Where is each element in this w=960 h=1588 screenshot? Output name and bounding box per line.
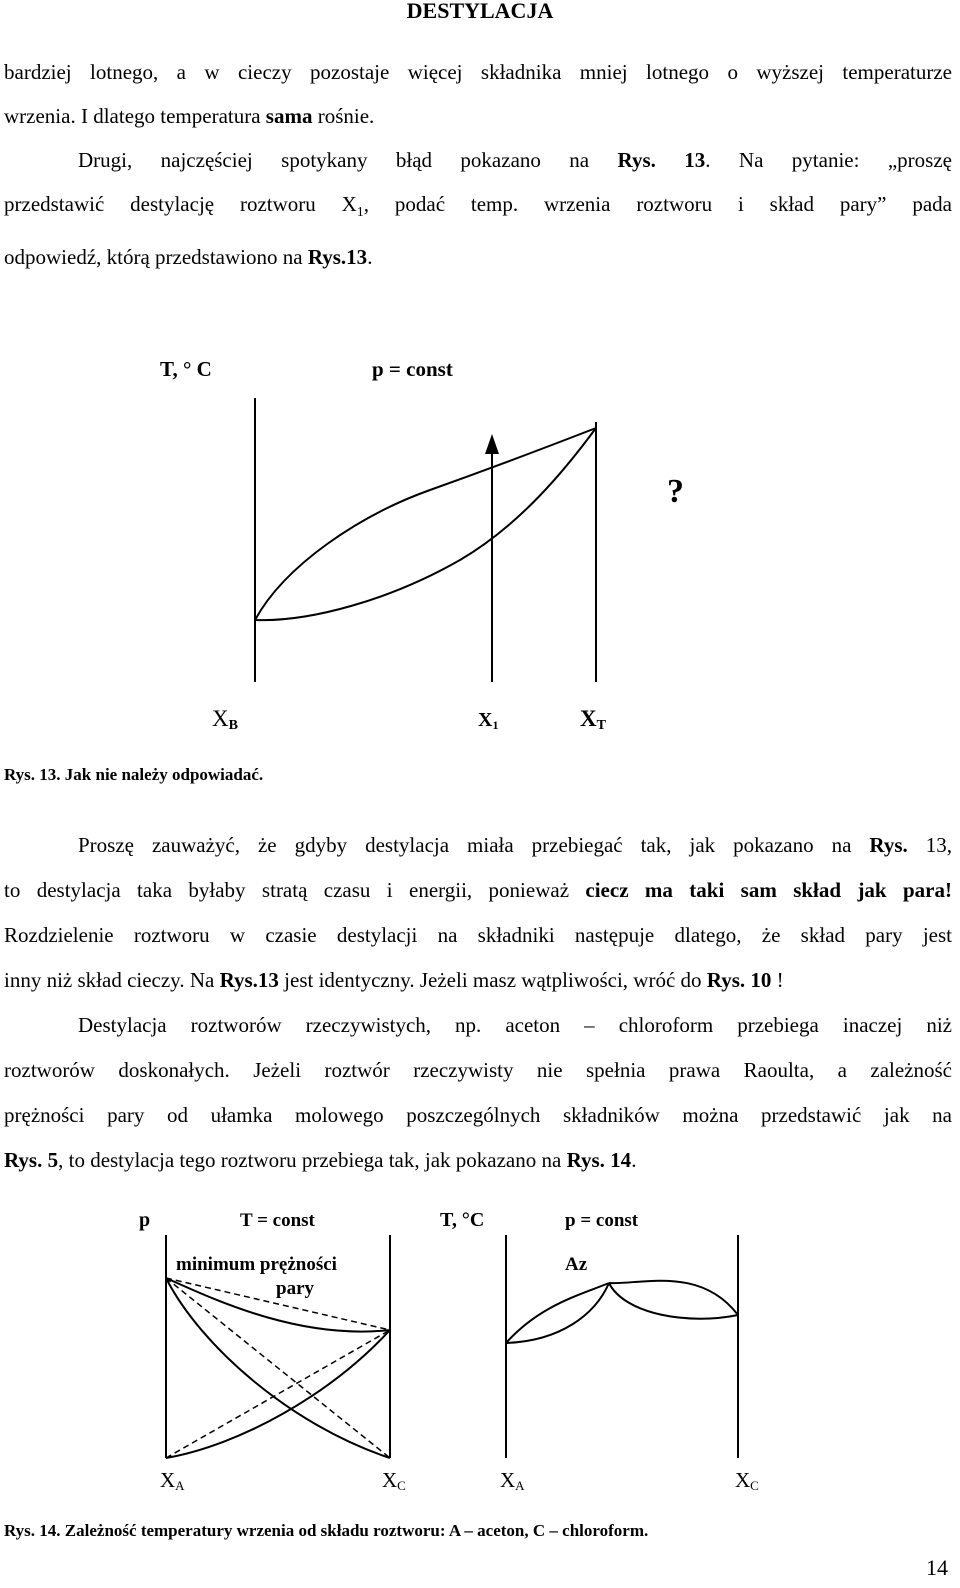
x1-label: X1 (478, 709, 499, 732)
xc-label-left: XC (382, 1468, 406, 1493)
liquid-curve (255, 428, 596, 620)
paragraph-line: inny niż skład cieczy. Na Rys.13 jest identyczny. Jeżeli masz wątpliwości, wróć do Rys. 10 ! (4, 968, 784, 992)
page-number: 14 (926, 1555, 948, 1580)
xb-label: XB (212, 706, 238, 733)
paragraph-intro (4, 50, 952, 279)
azeotrope-label: Az (565, 1254, 588, 1275)
left-condition-label: T = const (240, 1210, 315, 1231)
figure-caption-rys-14: Rys. 14. Zależność temperatury wrzenia od składu roztworu: A – aceton, C – chloroform. (4, 1521, 649, 1540)
paragraph-line: Rozdzielenie roztworu w czasie destylacji na składniki następuje dlatego, że skład pary jest (4, 923, 952, 947)
figure-caption-rys-13: Rys. 13. Jak nie należy odpowiadać. (4, 765, 264, 784)
right-vapor-curve (609, 1281, 738, 1315)
ideal-partial-pressure-a-line (166, 1278, 390, 1458)
paragraph-line: bardziej lotnego, a w cieczy pozostaje więcej składnika mniej lotnego o wyższej temperaturze (4, 60, 952, 84)
paragraph-line: Destylacja roztworów rzeczywistych, np. aceton – chloroform przebiega inaczej niż (78, 1013, 952, 1037)
min-pressure-label-line2: pary (276, 1278, 314, 1299)
right-y-axis-label: T, °C (440, 1209, 485, 1231)
condition-label: p = const (372, 357, 453, 381)
arrow-up-icon (485, 434, 499, 454)
figure-rys-14 (0, 1195, 960, 1540)
real-partial-pressure-c-curve (166, 1330, 390, 1458)
paragraph-line: to destylacja taka byłaby stratą czasu i energii, ponieważ ciecz ma taki sam skład jak para! (4, 878, 952, 902)
vapor-curve (255, 428, 596, 620)
paragraph-discussion (4, 823, 952, 1183)
diagram-rys-13 (0, 330, 960, 810)
page-header-title: DESTYLACJA (406, 0, 554, 23)
xa-label-right: XA (500, 1468, 525, 1493)
paragraph-line: Proszę zauważyć, że gdyby destylacja miała przebiegać tak, jak pokazano na Rys. 13, (78, 833, 953, 857)
left-liquid-curve (506, 1283, 609, 1343)
right-liquid-curve (609, 1283, 738, 1319)
paragraph-line: Rys. 5, to destylacja tego roztworu przebiega tak, jak pokazano na Rys. 14. (4, 1148, 637, 1172)
ideal-partial-pressure-c-line (166, 1330, 390, 1458)
paragraph-line: Drugi, najczęściej spotykany błąd pokazano na Rys. 13. Na pytanie: „proszę (78, 148, 952, 172)
left-vapor-curve (506, 1283, 609, 1343)
xa-label-left: XA (160, 1468, 185, 1493)
left-y-axis-label: p (139, 1209, 151, 1231)
min-pressure-label-line1: minimum prężności (176, 1254, 337, 1275)
xt-label: XT (580, 706, 606, 733)
y-axis-label: T, ° C (160, 357, 212, 381)
paragraph-line: wrzenia. I dlatego temperatura sama rośnie. (4, 104, 375, 128)
figure-rys-13 (0, 330, 960, 810)
right-condition-label: p = const (565, 1210, 639, 1231)
paragraph-line: przedstawić destylację roztworu $X_1$, podać temp. wrzenia roztworu i skład pary” pada (4, 192, 952, 221)
xc-label-right: XC (735, 1468, 759, 1493)
paragraph-line: roztworów doskonałych. Jeżeli roztwór rzeczywisty nie spełnia prawa Raoulta, a zależność (4, 1058, 952, 1082)
paragraph-line: odpowiedź, którą przedstawiono na Rys.13. (4, 245, 373, 270)
diagram-rys-14 (0, 1195, 960, 1540)
paragraph-line: prężności pary od ułamka molowego poszczególnych składników można przedstawić jak na (4, 1103, 952, 1127)
question-mark: ? (667, 473, 684, 510)
